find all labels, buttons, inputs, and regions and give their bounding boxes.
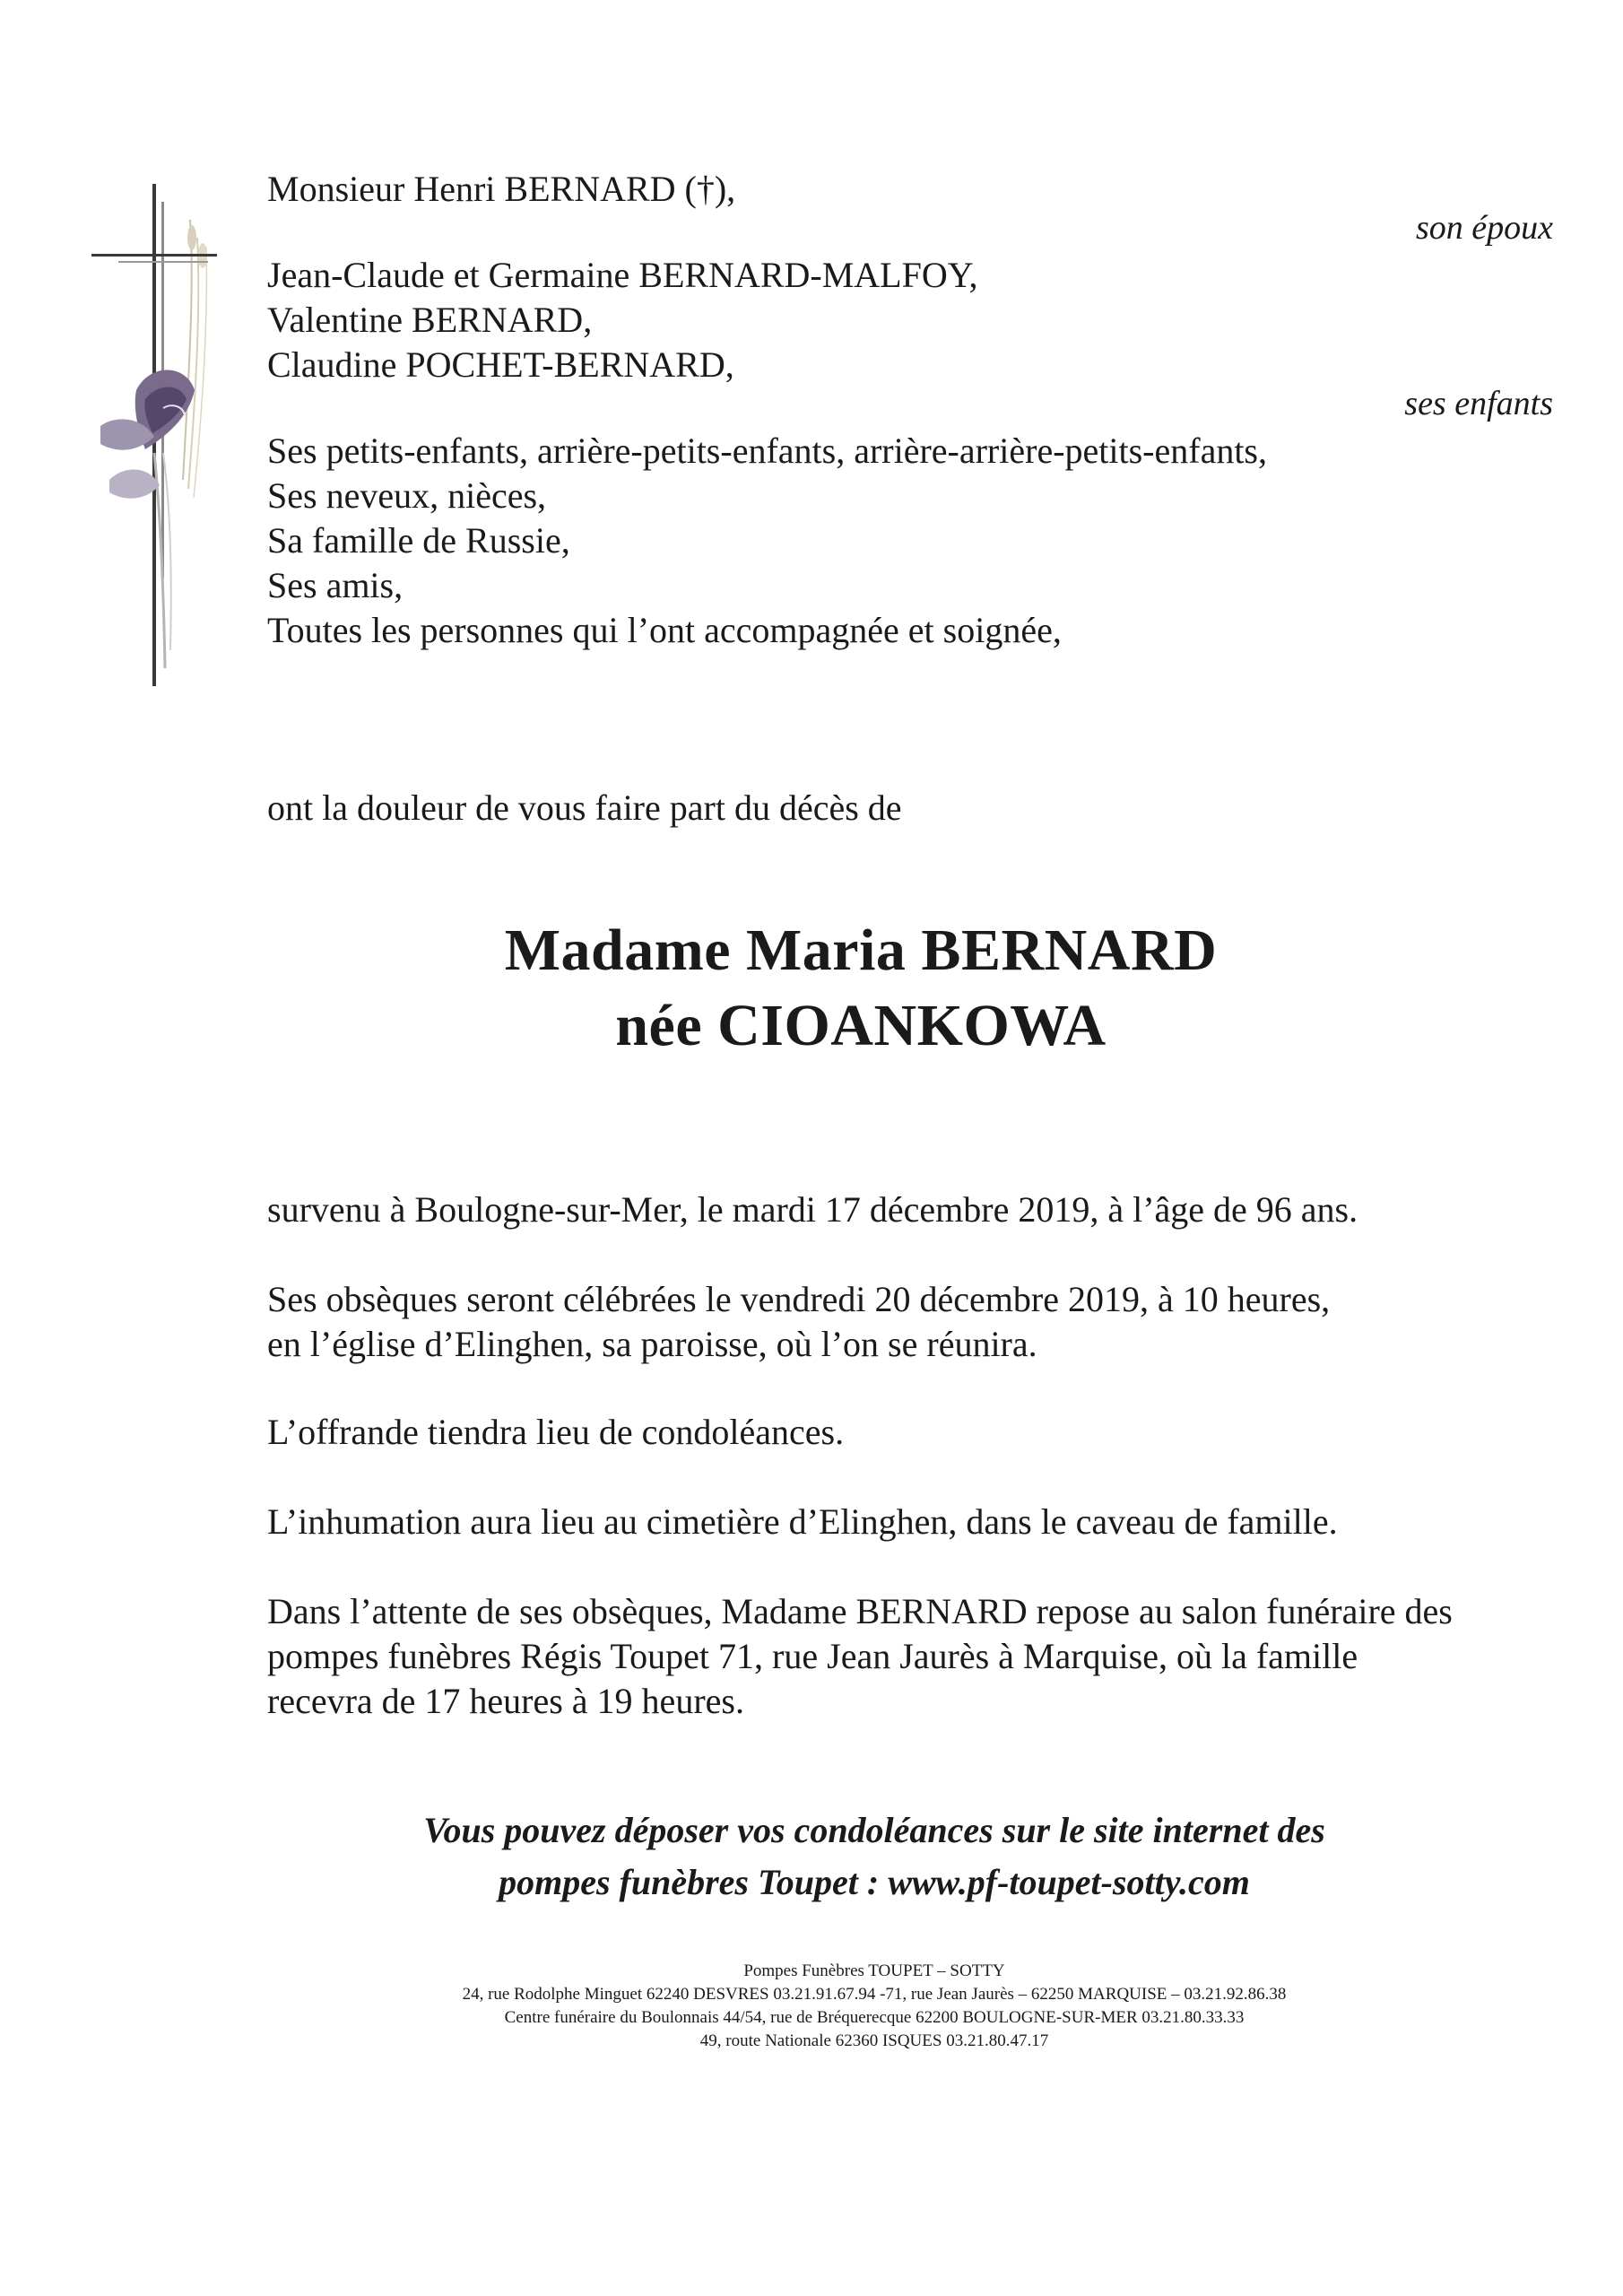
funeral-details: en l’église d’Elinghen, sa paroisse, où l’on se réunira.: [267, 1324, 1037, 1364]
relatives-line: Sa famille de Russie,: [267, 520, 570, 561]
viewing-text: recevra de 17 heures à 19 heures.: [267, 1681, 744, 1721]
footer-company: Pompes Funèbres TOUPET – SOTTY: [743, 1961, 1005, 1980]
condolences-notice: [0, 1805, 1623, 1909]
relatives-line: Toutes les personnes qui l’ont accompagnée et soignée,: [267, 610, 1062, 650]
footer-address: 24, rue Rodolphe Minguet 62240 DESVRES 03.21.91.67.94 -71, rue Jean Jaurès – 62250 MARQUISE – 03.21.92.86.38: [462, 1985, 1287, 2004]
deceased-maiden-name: née CIOANKOWA: [615, 993, 1107, 1058]
condolences-link-line[interactable]: pompes funèbres Toupet : www.pf-toupet-sotty.com: [499, 1862, 1250, 1902]
relatives-line: Ses petits-enfants, arrière-petits-enfants, arrière-arrière-petits-enfants,: [267, 430, 1267, 471]
child-line: Valentine BERNARD,: [267, 300, 593, 340]
offering-text: L’offrande tiendra lieu de condoléances.: [267, 1412, 845, 1452]
child-line: Jean-Claude et Germaine BERNARD-MALFOY,: [267, 255, 978, 295]
funeral-home-footer: [0, 1960, 1623, 2053]
footer-address: 49, route Nationale 62360 ISQUES 03.21.80.47.17: [699, 2031, 1049, 2050]
cross-lily-icon: [82, 184, 226, 686]
viewing-text: Dans l’attente de ses obsèques, Madame BERNARD repose au salon funéraire des: [267, 1591, 1453, 1631]
spouse-role: son époux: [1415, 209, 1553, 247]
burial-text: L’inhumation aura lieu au cimetière d’Elinghen, dans le caveau de famille.: [267, 1501, 1338, 1542]
announcement-text: ont la douleur de vous faire part du décès de: [267, 787, 902, 828]
footer-address: Centre funéraire du Boulonnais 44/54, rue de Bréquerecque 62200 BOULOGNE-SUR-MER 03.21.80.33.33: [504, 2008, 1245, 2027]
viewing-text: pompes funèbres Régis Toupet 71, rue Jean Jaurès à Marquise, où la famille: [267, 1636, 1358, 1676]
spouse-line: Monsieur Henri BERNARD (†),: [267, 169, 736, 209]
deceased-name: Madame Maria BERNARD: [504, 918, 1218, 983]
condolences-line: Vous pouvez déposer vos condoléances sur le site internet des: [423, 1810, 1325, 1850]
relatives-line: Ses neveux, nièces,: [267, 475, 547, 516]
child-line: Claudine POCHET-BERNARD,: [267, 344, 734, 385]
death-details: survenu à Boulogne-sur-Mer, le mardi 17 décembre 2019, à l’âge de 96 ans.: [267, 1189, 1358, 1230]
deceased-name-block: [0, 913, 1623, 1064]
children-role: ses enfants: [1404, 385, 1553, 422]
relatives-line: Ses amis,: [267, 565, 404, 605]
funeral-details: Ses obsèques seront célébrées le vendredi 20 décembre 2019, à 10 heures,: [267, 1279, 1331, 1319]
